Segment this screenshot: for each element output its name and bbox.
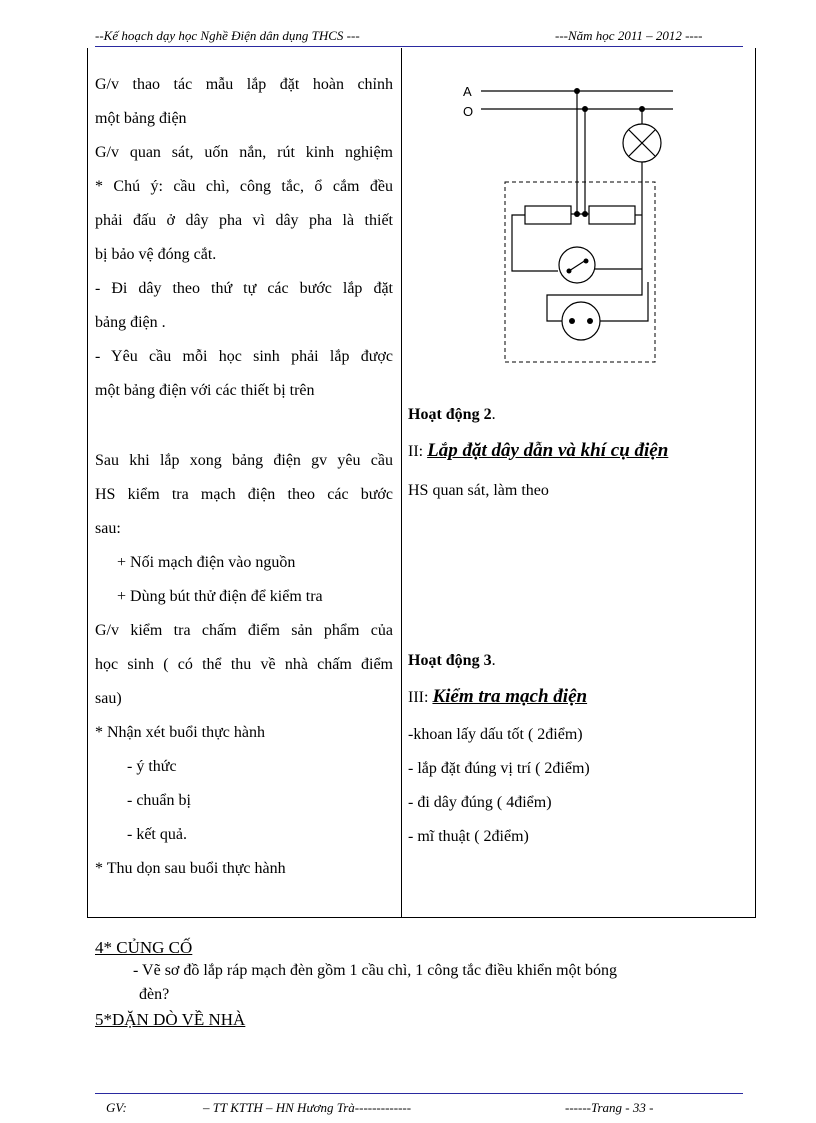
- circuit-diagram: [455, 78, 685, 370]
- switch-icon: [559, 247, 595, 283]
- neutral-label: O: [463, 104, 474, 119]
- text-line: học sinh ( có thể thu về nhà chấm điểm: [95, 656, 393, 673]
- fuse-icon: [589, 206, 635, 224]
- activity-3-dot: .: [491, 652, 496, 669]
- text-line: phải đấu ở dây pha vì dây pha là thiết: [95, 212, 393, 229]
- footer-page-number: ------Trang - 33 -: [565, 1100, 654, 1115]
- text-line: G/v quan sát, uốn nắn, rút kinh nghiệm: [95, 144, 393, 161]
- footer-gv: GV:: [106, 1100, 127, 1115]
- section-2-title: Lắp đặt dây dẫn và khí cụ điện: [427, 440, 669, 461]
- criteria-item: - lắp đặt đúng vị trí ( 2điểm): [408, 760, 590, 777]
- text-line: - Yêu cầu mỗi học sinh phải lắp được: [95, 348, 393, 365]
- table-bottom-border: [87, 917, 756, 918]
- cung-co-heading: 4* CỦNG CỐ: [95, 938, 193, 957]
- text-line: - chuẩn bị: [127, 792, 191, 809]
- text-line: - Đi dây theo thứ tự các bước lắp đặt: [95, 280, 393, 297]
- text-line: * Chú ý: cầu chì, công tắc, ổ cắm đều: [95, 178, 393, 195]
- activity-2-title: Hoạt động 2: [408, 406, 492, 423]
- cung-co-text-1: - Vẽ sơ đồ lắp ráp mạch đèn gồm 1 cầu chì, 1 công tắc điều khiển một bóng: [133, 962, 618, 979]
- text-line: bị bảo vệ đóng cắt.: [95, 246, 217, 263]
- section-3-number: III:: [408, 689, 429, 706]
- section-3-title: Kiểm tra mạch điện: [432, 686, 588, 707]
- text-line: sau:: [95, 520, 121, 537]
- text-line: - ý thức: [127, 758, 177, 775]
- footer-school: – TT KTTH – HN Hương Trà-------------: [203, 1100, 412, 1115]
- dan-do-heading: 5*DẶN DÒ VỀ NHÀ: [95, 1010, 246, 1029]
- text-line: một bảng điện với các thiết bị trên: [95, 382, 315, 399]
- activity-3-title: Hoạt động 3: [408, 652, 492, 669]
- text-line: G/v kiểm tra chấm điểm sản phẩm của: [95, 622, 393, 639]
- header-left: --Kế hoạch dạy học Nghề Điện dân dụng THCS ---: [95, 28, 360, 43]
- text-line: sau): [95, 690, 122, 707]
- text-line: * Nhận xét buổi thực hành: [95, 724, 265, 741]
- activity-2-dot: .: [491, 406, 496, 423]
- section-2-heading: [408, 440, 668, 462]
- socket-icon: [562, 302, 600, 340]
- text-line: bảng điện .: [95, 314, 166, 331]
- section-2-text: HS quan sát, làm theo: [408, 482, 549, 499]
- fuse-icon: [525, 206, 571, 224]
- text-line: + Dùng bút thử điện để kiểm tra: [117, 588, 323, 605]
- criteria-item: - đi dây đúng ( 4điểm): [408, 794, 552, 811]
- activity-3-heading: [408, 652, 496, 670]
- section-2-number: II:: [408, 443, 424, 460]
- text-line: Sau khi lắp xong bảng điện gv yêu cầu: [95, 452, 393, 469]
- footer-rule: [95, 1093, 743, 1094]
- text-line: * Thu dọn sau buổi thực hành: [95, 860, 286, 877]
- table-left-border: [87, 48, 88, 918]
- table-right-border: [755, 48, 756, 918]
- text-line: HS kiểm tra mạch điện theo các bước: [95, 486, 393, 503]
- header-right: ---Năm học 2011 – 2012 ----: [555, 28, 703, 43]
- phase-label: A: [463, 84, 472, 99]
- header-rule: [95, 46, 743, 47]
- criteria-item: - mĩ thuật ( 2điểm): [408, 828, 529, 845]
- text-line: G/v thao tác mẫu lắp đặt hoàn chỉnh: [95, 76, 393, 93]
- text-line: một bảng điện: [95, 110, 187, 127]
- text-line: - kết quả.: [127, 826, 187, 843]
- criteria-item: -khoan lấy dấu tốt ( 2điểm): [408, 726, 583, 743]
- activity-2-heading: [408, 406, 496, 424]
- cung-co-text-2: đèn?: [139, 986, 170, 1003]
- table-middle-border: [401, 48, 402, 918]
- text-line: + Nối mạch điện vào nguồn: [117, 554, 296, 571]
- section-3-heading: [408, 686, 587, 708]
